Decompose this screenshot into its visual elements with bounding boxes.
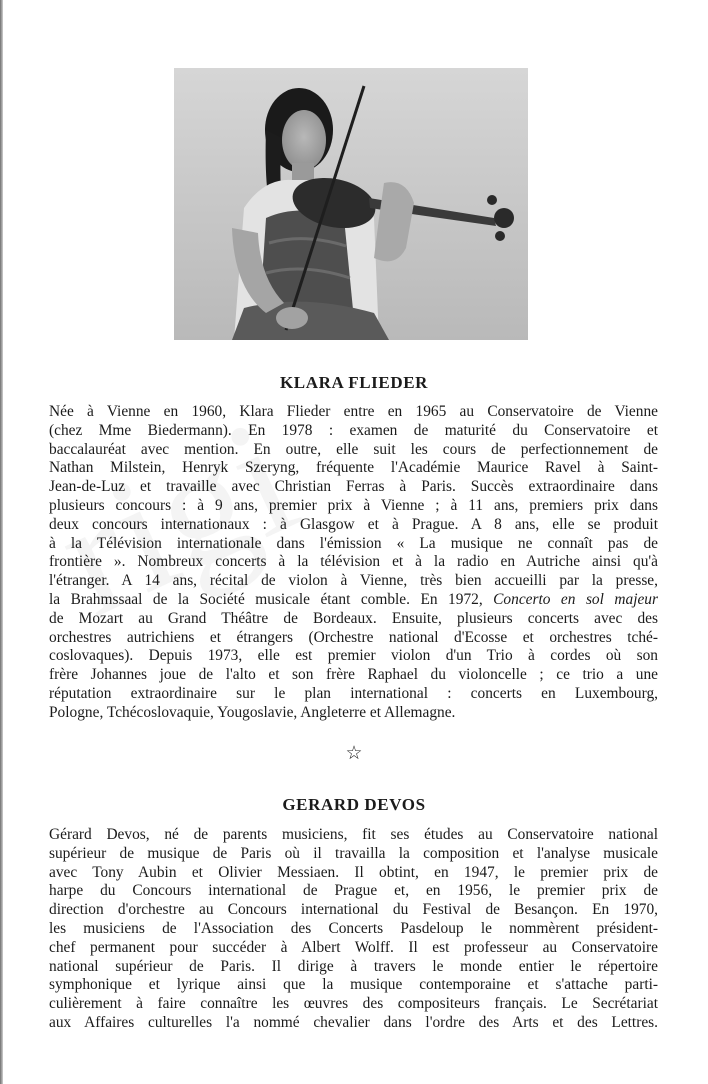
work-title: Concerto en sol majeur — [493, 590, 658, 608]
bio-line: chef permanent pour succéder à Albert Wolff. Il est professeur au Conservatoire — [49, 938, 658, 956]
bio-line: à la Télévision internationale dans l'émission « La musique ne connaît pas de — [49, 534, 658, 552]
bio-line: baccalauréat avec mention. En outre, elle suit les cours de perfectionnement de — [49, 440, 658, 458]
bio-line: plusieurs concours : à 9 ans, premier prix à Vienne ; à 11 ans, premiers prix dans — [49, 496, 658, 514]
bio-line: harpe du Concours international de Prague et, en 1956, le premier prix de — [49, 882, 658, 900]
bio-line: Pologne, Tchécoslovaquie, Yougoslavie, Angleterre et Allemagne. — [49, 703, 456, 721]
biography-gerard-devos — [49, 826, 658, 1033]
bio-line: supérieur de musique de Paris où il travailla la composition et l'analyse musicale — [49, 844, 658, 862]
artist-name-gerard-devos: GERARD DEVOS — [282, 795, 426, 814]
bio-line: culièrement à faire connaître les œuvres des compositeurs français. Le Secrétariat — [49, 995, 658, 1013]
star-separator: ☆ — [345, 742, 363, 764]
bio-line: (chez Mme Biedermann). En 1978 : examen de maturité du Conservatoire et — [49, 421, 658, 439]
bio-line: avec Tony Aubin et Olivier Messiaen. Il obtint, en 1947, le premier prix de — [49, 863, 658, 881]
bio-line: orchestres autrichiens et étrangers (Orchestre national d'Ecosse et orchestres tché- — [49, 628, 658, 646]
bio-line: Jean-de-Luz et travaille avec Christian Ferras à Paris. Succès extraordinaire dans — [49, 478, 658, 496]
biography-klara-flieder — [49, 403, 658, 723]
bio-line: l'étranger. A 14 ans, récital de violon à Vienne, très bien accueilli par la presse, — [49, 572, 658, 590]
bio-line: réputation extraordinaire sur le plan international : concerts en Luxembourg, — [49, 684, 658, 702]
bio-line: Nathan Milstein, Henryk Szeryng, fréquente l'Académie Maurice Ravel à Saint- — [49, 459, 658, 477]
bio-line: symphonique et lyrique ainsi que la musique contemporaine et s'attache parti- — [49, 976, 658, 994]
bio-line: Gérard Devos, né de parents musiciens, fit ses études au Conservatoire national — [49, 826, 658, 843]
bio-line: la Brahmssaal de la Société musicale étant comble. En 1972, Concerto en sol majeur — [49, 590, 658, 608]
bio-line: frontière ». Nombreux concerts à la télévision et à la radio en Autriche ainsi qu'à — [49, 553, 658, 571]
bio-line: national supérieur de Paris. Il dirige à travers le monde entier le répertoire — [49, 957, 658, 975]
bio-line: coslovaques). Depuis 1973, elle est premier violon d'un Trio à cordes où son — [49, 647, 658, 665]
violinist-photo — [174, 68, 528, 340]
bio-line: deux concours internationaux : à Glasgow et à Prague. A 8 ans, elle se produit — [49, 515, 658, 533]
bio-line: frère Johannes joue de l'alto et son frère Raphael du violoncelle ; ce trio a une — [49, 666, 658, 684]
page-edge — [0, 0, 3, 1084]
bio-line: direction d'orchestre au Concours international du Festival de Besançon. En 1970, — [49, 901, 658, 919]
bio-line: aux Affaires culturelles l'a nommé chevalier dans l'ordre des Arts et des Lettres. — [49, 1013, 658, 1031]
bio-line: de Mozart au Grand Théâtre de Bordeaux. Ensuite, plusieurs concerts avec des — [49, 609, 658, 627]
artist-name-klara-flieder: KLARA FLIEDER — [279, 373, 429, 392]
bio-line: Née à Vienne en 1960, Klara Flieder entre en 1965 au Conservatoire de Vienne — [49, 403, 658, 420]
bio-line: les musiciens de l'Association des Concerts Pasdeloup le nommèrent président- — [49, 919, 658, 937]
